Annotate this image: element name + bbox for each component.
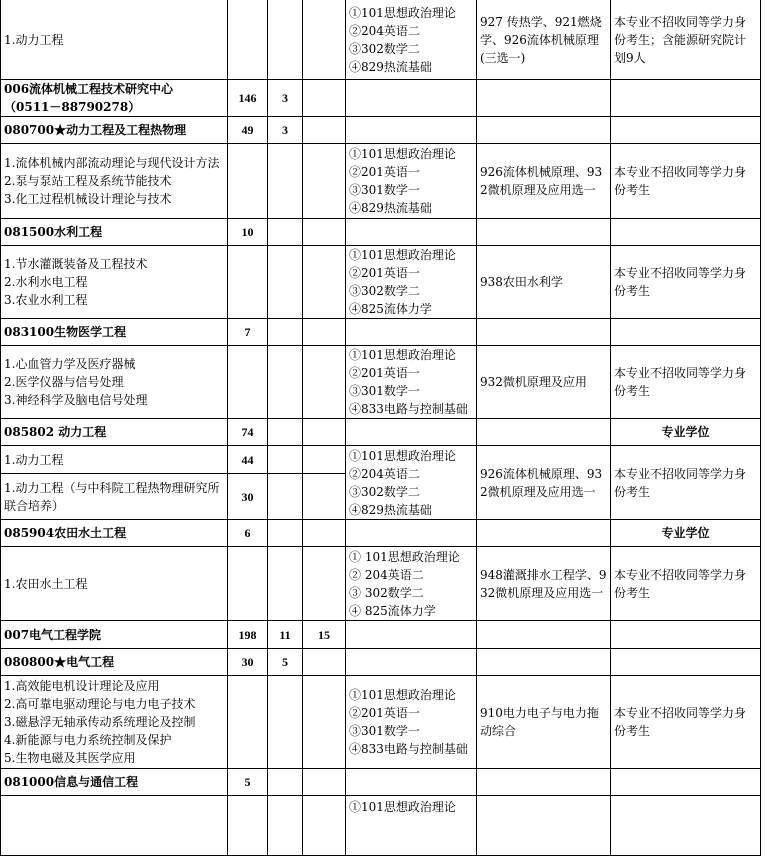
quota-total: 198 (228, 621, 268, 649)
remarks (611, 219, 761, 246)
retest-subjects: 927 传热学、921燃烧学、926流体机械原理(三选一) (477, 0, 611, 80)
quota-total (228, 346, 268, 419)
exam-subjects: ①101思想政治理论 ②204英语二 ③302数学二 ④829热流基础 (346, 446, 477, 520)
program-name-cell (1, 796, 228, 856)
table-row (1, 649, 761, 676)
quota-exempt (268, 769, 303, 796)
remarks: 本专业不招收同等学力身份考生 (611, 346, 761, 419)
program-name-cell: 1.动力工程 (1, 0, 228, 80)
quota-exempt (268, 346, 303, 419)
quota-total (228, 144, 268, 219)
quota-total: 10 (228, 219, 268, 246)
exam-subjects (346, 80, 477, 117)
retest-subjects (477, 319, 611, 346)
degree-type-badge: 专业学位 (611, 520, 761, 547)
remarks: 本专业不招收同等学力身份考生 (611, 446, 761, 520)
exam-subjects (346, 219, 477, 246)
quota-exempt (268, 446, 303, 474)
quota-total (228, 0, 268, 80)
table-row (1, 219, 761, 246)
quota-exempt (268, 144, 303, 219)
quota-special (303, 144, 346, 219)
table-row (1, 246, 761, 319)
quota-exempt: 5 (268, 649, 303, 676)
remarks (611, 796, 761, 856)
remarks (611, 649, 761, 676)
quota-total: 74 (228, 419, 268, 446)
quota-special (303, 520, 346, 547)
remarks (611, 80, 761, 117)
quota-total: 49 (228, 117, 268, 144)
exam-subjects: ①101思想政治理论 ②201英语一 ③301数学一 ④833电路与控制基础 (346, 346, 477, 419)
quota-special (303, 80, 346, 117)
exam-subjects: ①101思想政治理论 ②201英语一 ③301数学一 ④833电路与控制基础 (346, 676, 477, 769)
retest-subjects (477, 621, 611, 649)
quota-total: 7 (228, 319, 268, 346)
remarks (611, 319, 761, 346)
retest-subjects (477, 419, 611, 446)
exam-subjects (346, 649, 477, 676)
quota-exempt (268, 520, 303, 547)
exam-subjects (346, 419, 477, 446)
quota-special (303, 474, 346, 520)
program-name-cell: 081000信息与通信工程 (1, 769, 228, 796)
exam-subjects: ① 101思想政治理论 ② 204英语二 ③ 302数学二 ④ 825流体力学 (346, 547, 477, 621)
retest-subjects: 938农田水利学 (477, 246, 611, 319)
table-row (1, 676, 761, 769)
quota-exempt (268, 419, 303, 446)
table-row (1, 419, 761, 446)
quota-exempt (268, 319, 303, 346)
table-row (1, 621, 761, 649)
quota-special (303, 319, 346, 346)
quota-total: 30 (228, 649, 268, 676)
program-name-cell: 007电气工程学院 (1, 621, 228, 649)
table-row (1, 0, 761, 80)
quota-total (228, 547, 268, 621)
retest-subjects (477, 520, 611, 547)
exam-subjects (346, 769, 477, 796)
retest-subjects: 910电力电子与电力拖动综合 (477, 676, 611, 769)
quota-exempt (268, 246, 303, 319)
retest-subjects (477, 117, 611, 144)
retest-subjects (477, 649, 611, 676)
program-name-cell: 1.流体机械内部流动理论与现代设计方法 2.泵与泵站工程及系统节能技术 3.化工过程机械设计理论与技术 (1, 144, 228, 219)
quota-total: 146 (228, 80, 268, 117)
exam-subjects: ①101思想政治理论 ②204英语二 ③302数学二 ④829热流基础 (346, 0, 477, 80)
program-name-cell: 083100生物医学工程 (1, 319, 228, 346)
quota-exempt (268, 219, 303, 246)
retest-subjects: 948灌溉排水工程学、932微机原理及应用选一 (477, 547, 611, 621)
quota-exempt: 3 (268, 117, 303, 144)
quota-exempt: 3 (268, 80, 303, 117)
table-row (1, 346, 761, 419)
quota-special (303, 346, 346, 419)
quota-special (303, 547, 346, 621)
quota-special (303, 219, 346, 246)
table-row (1, 446, 761, 474)
exam-subjects (346, 621, 477, 649)
remarks: 本专业不招收同等学力身份考生；含能源研究院计划9人 (611, 0, 761, 80)
remarks (611, 621, 761, 649)
quota-total: 6 (228, 520, 268, 547)
quota-special (303, 446, 346, 474)
quota-total: 5 (228, 769, 268, 796)
quota-special (303, 676, 346, 769)
exam-subjects (346, 319, 477, 346)
quota-total (228, 246, 268, 319)
program-name-cell: 1.动力工程 (1, 446, 228, 474)
quota-special (303, 796, 346, 856)
program-name-cell: 006流体机械工程技术研究中心 （0511－88790278） (1, 80, 228, 117)
retest-subjects: 926流体机械原理、932微机原理及应用选一 (477, 446, 611, 520)
remarks (611, 117, 761, 144)
remarks: 本专业不招收同等学力身份考生 (611, 144, 761, 219)
table-row (1, 144, 761, 219)
program-name-cell: 1.高效能电机设计理论及应用 2.高可靠电驱动理论与电力电子技术 3.磁悬浮无轴承传动系统理论及控制 4.新能源与电力系统控制及保护 5.生物电磁及其医学应用 (1, 676, 228, 769)
quota-special (303, 419, 346, 446)
exam-subjects (346, 117, 477, 144)
quota-exempt (268, 474, 303, 520)
table-row (1, 547, 761, 621)
table-row (1, 520, 761, 547)
quota-special (303, 0, 346, 80)
program-name-cell: 085802 动力工程 (1, 419, 228, 446)
remarks: 本专业不招收同等学力身份考生 (611, 547, 761, 621)
quota-exempt (268, 796, 303, 856)
exam-subjects: ①101思想政治理论 ②201英语一 ③302数学二 ④825流体力学 (346, 246, 477, 319)
quota-exempt (268, 676, 303, 769)
quota-special (303, 246, 346, 319)
quota-exempt: 11 (268, 621, 303, 649)
table-row (1, 80, 761, 117)
retest-subjects (477, 769, 611, 796)
quota-special (303, 769, 346, 796)
retest-subjects: 926流体机械原理、932微机原理及应用选一 (477, 144, 611, 219)
table-row (1, 319, 761, 346)
quota-total (228, 796, 268, 856)
quota-exempt (268, 0, 303, 80)
quota-total: 44 (228, 446, 268, 474)
retest-subjects (477, 796, 611, 856)
program-name-cell: 1.心血管力学及医疗器械 2.医学仪器与信号处理 3.神经科学及脑电信号处理 (1, 346, 228, 419)
program-name-cell: 080800★电气工程 (1, 649, 228, 676)
program-name-cell: 081500水利工程 (1, 219, 228, 246)
table-row (1, 796, 761, 856)
remarks: 本专业不招收同等学力身份考生 (611, 246, 761, 319)
remarks (611, 769, 761, 796)
quota-total: 30 (228, 474, 268, 520)
retest-subjects (477, 219, 611, 246)
retest-subjects: 932微机原理及应用 (477, 346, 611, 419)
exam-subjects: ①101思想政治理论 ②201英语一 ③301数学一 ④829热流基础 (346, 144, 477, 219)
remarks: 本专业不招收同等学力身份考生 (611, 676, 761, 769)
quota-special (303, 649, 346, 676)
quota-special (303, 117, 346, 144)
program-name-cell: 1.节水灌溉装备及工程技术 2.水利水电工程 3.农业水利工程 (1, 246, 228, 319)
program-name-cell: 080700★动力工程及工程热物理 (1, 117, 228, 144)
table-row (1, 769, 761, 796)
exam-subjects: ①101思想政治理论 (346, 796, 477, 856)
quota-exempt (268, 547, 303, 621)
program-name-cell: 085904农田水土工程 (1, 520, 228, 547)
program-name-cell: 1.农田水土工程 (1, 547, 228, 621)
program-name-cell: 1.动力工程（与中科院工程热物理研究所联合培养） (1, 474, 228, 520)
quota-special: 15 (303, 621, 346, 649)
exam-subjects (346, 520, 477, 547)
table-row (1, 117, 761, 144)
degree-type-badge: 专业学位 (611, 419, 761, 446)
retest-subjects (477, 80, 611, 117)
quota-total (228, 676, 268, 769)
